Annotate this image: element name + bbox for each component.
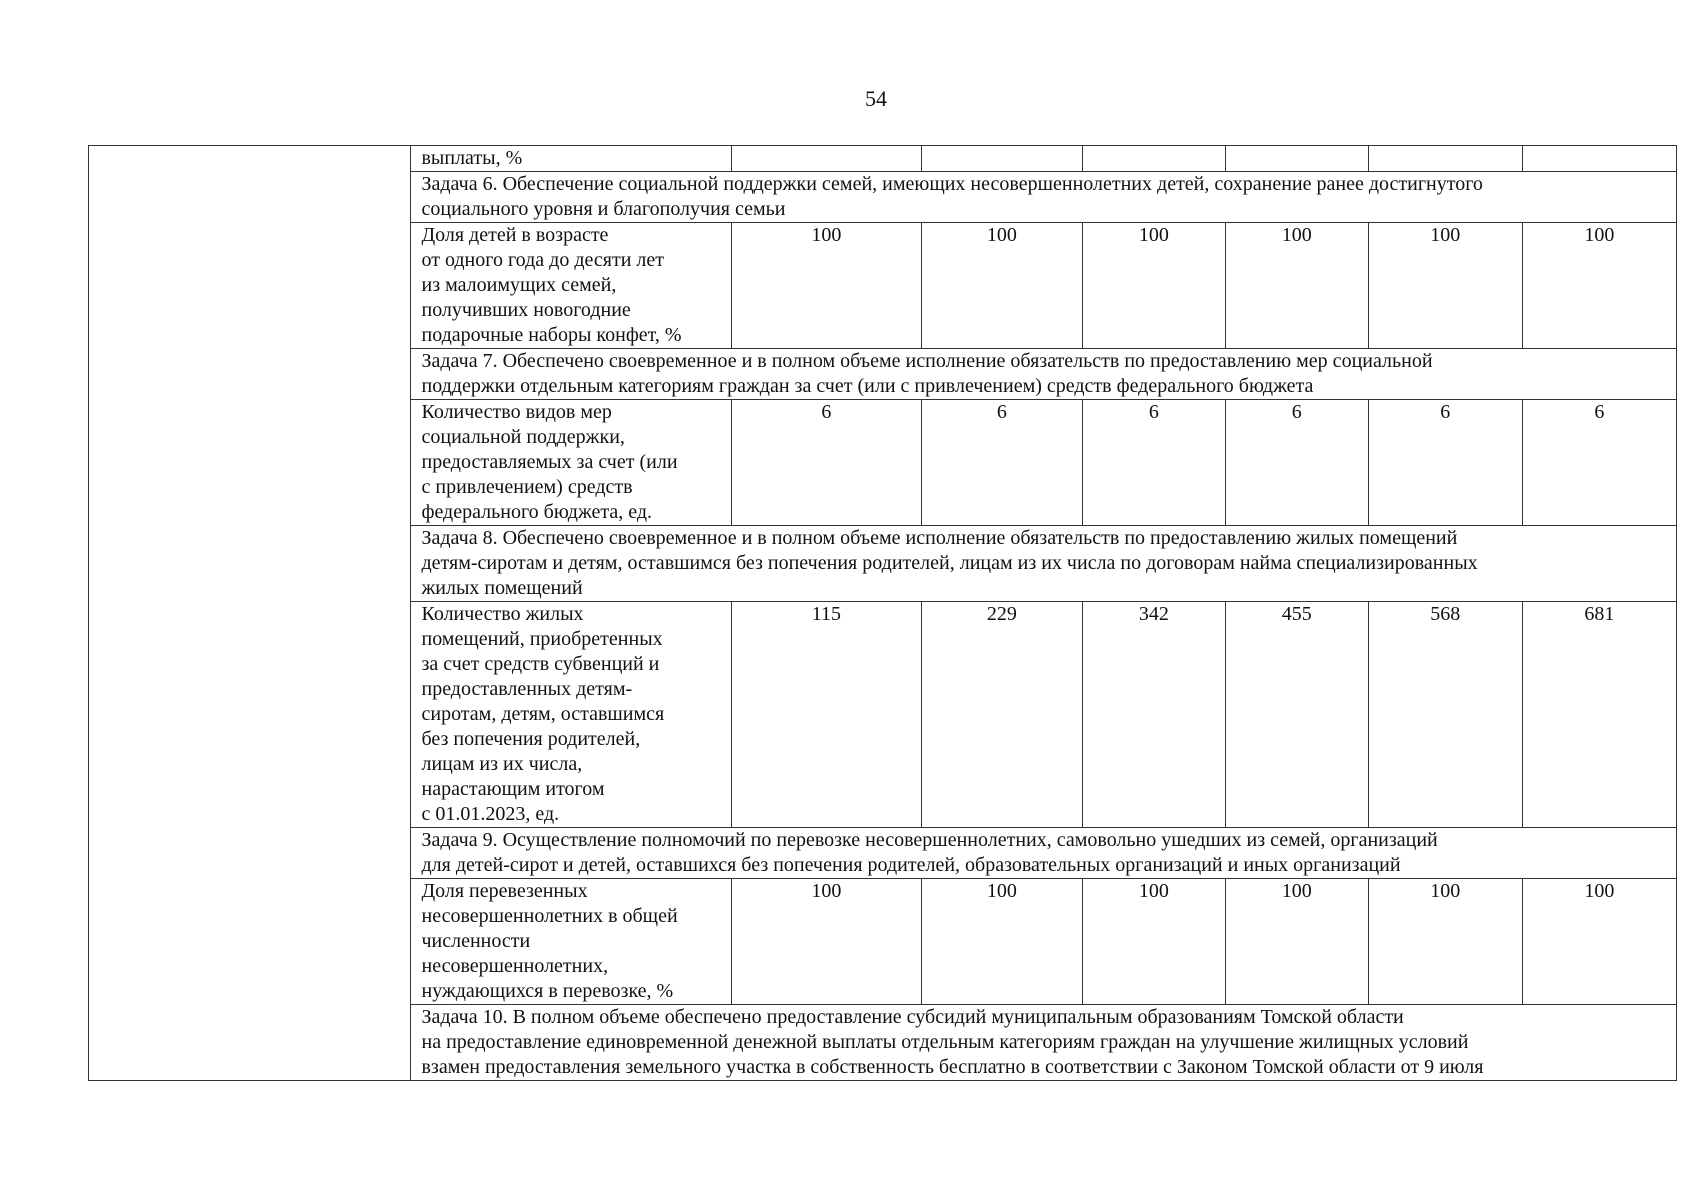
task-text-line: Задача 10. В полном объеме обеспечено предоставление субсидий муниципальным образованиям Томской области: [421, 1006, 1404, 1028]
program-name-cell: [89, 146, 411, 1081]
indicator-label-cell: [411, 602, 731, 828]
indicator-label-line: нарастающим итогом: [421, 778, 605, 800]
task-text-line: Задача 7. Обеспечено своевременное и в полном объеме исполнение обязательств по предоставлению мер социальной: [421, 350, 1433, 372]
indicator-value-cell: 100: [1225, 223, 1368, 349]
indicator-label-cell: [411, 879, 731, 1005]
task-cell: [411, 172, 1677, 223]
indicator-value-cell: 455: [1225, 602, 1368, 828]
indicator-label-line: Доля перевезенных: [421, 880, 588, 902]
task-cell: [411, 526, 1677, 602]
indicator-value-cell: 100: [1368, 223, 1522, 349]
indicator-label-line: помещений, приобретенных: [421, 628, 663, 650]
table-body: [89, 146, 1677, 1081]
indicator-label-cell: [411, 400, 731, 526]
task-cell: [411, 828, 1677, 879]
indicator-value-cell: 100: [1225, 879, 1368, 1005]
task-text-line: социального уровня и благополучия семьи: [421, 198, 786, 220]
indicator-label-line: нуждающихся в перевозке, %: [421, 980, 674, 1002]
indicator-label-line: предоставленных детям-: [421, 678, 633, 700]
indicator-label-line: численности: [421, 930, 531, 952]
task-text-line: поддержки отдельным категориям граждан за счет (или с привлечением) средств федерального бюджета: [421, 375, 1314, 397]
indicator-value-cell: 6: [1522, 400, 1676, 526]
task-text-line: на предоставление единовременной денежной выплаты отдельным категориям граждан на улучшение жилищных условий: [421, 1031, 1469, 1053]
indicator-label-line: несовершеннолетних,: [421, 955, 609, 977]
indicator-value-cell: 100: [1082, 879, 1225, 1005]
indicator-value-cell: 229: [921, 602, 1082, 828]
indicator-value-cell: 100: [731, 223, 921, 349]
indicator-label-line: лицам из их числа,: [421, 753, 583, 775]
indicator-value-cell: 100: [1368, 879, 1522, 1005]
indicator-value-cell: 6: [1082, 400, 1225, 526]
indicator-value-cell: [1368, 146, 1522, 172]
indicator-value-cell: 100: [921, 879, 1082, 1005]
indicator-label-line: выплаты, %: [421, 147, 523, 169]
indicator-label-line: Количество жилых: [421, 603, 584, 625]
indicator-label-line: несовершеннолетних в общей: [421, 905, 678, 927]
indicator-label-line: с 01.01.2023, ед.: [421, 803, 560, 825]
indicator-label-line: предоставляемых за счет (или: [421, 451, 678, 473]
indicator-value-cell: 100: [1522, 879, 1676, 1005]
indicator-label-line: Количество видов мер: [421, 401, 612, 423]
task-text-line: Задача 8. Обеспечено своевременное и в полном объеме исполнение обязательств по предоставлению жилых помещений: [421, 527, 1458, 549]
task-text-line: детям-сиротам и детям, оставшимся без попечения родителей, лицам из их числа по договорам найма специализированных: [421, 552, 1478, 574]
task-text-line: взамен предоставления земельного участка в собственность бесплатно в соответствии с Законом Томской области от 9 июля: [421, 1056, 1484, 1078]
indicator-label-cell: [411, 146, 731, 172]
indicator-value-cell: [731, 146, 921, 172]
indicator-value-cell: 6: [1225, 400, 1368, 526]
indicator-value-cell: 6: [921, 400, 1082, 526]
indicator-label-line: получивших новогодние: [421, 299, 631, 321]
indicator-value-cell: [1225, 146, 1368, 172]
indicator-label-line: с привлечением) средств: [421, 476, 633, 498]
task-cell: [411, 1005, 1677, 1081]
indicator-label-line: Доля детей в возрасте: [421, 224, 609, 246]
indicator-value-cell: 342: [1082, 602, 1225, 828]
indicators-table: [88, 145, 1677, 1081]
indicator-value-cell: 568: [1368, 602, 1522, 828]
indicator-label-line: от одного года до десяти лет: [421, 249, 664, 271]
indicator-row: [89, 146, 1677, 172]
indicator-value-cell: 100: [731, 879, 921, 1005]
indicator-value-cell: 6: [731, 400, 921, 526]
indicator-label-line: федерального бюджета, ед.: [421, 501, 653, 523]
indicator-label-line: социальной поддержки,: [421, 426, 625, 448]
indicator-label-line: без попечения родителей,: [421, 728, 641, 750]
indicator-value-cell: 115: [731, 602, 921, 828]
indicator-label-line: за счет средств субвенций и: [421, 653, 660, 675]
indicator-label-line: из малоимущих семей,: [421, 274, 617, 296]
indicator-value-cell: 6: [1368, 400, 1522, 526]
indicator-value-cell: 100: [1082, 223, 1225, 349]
task-cell: [411, 349, 1677, 400]
indicator-value-cell: 100: [1522, 223, 1676, 349]
indicator-label-cell: [411, 223, 731, 349]
task-text-line: для детей-сирот и детей, оставшихся без попечения родителей, образовательных организаций и иных организаций: [421, 854, 1401, 876]
page-number: 54: [865, 86, 887, 111]
task-text-line: Задача 9. Осуществление полномочий по перевозке несовершеннолетних, самовольно ушедших из семей, организаций: [421, 829, 1438, 851]
indicator-value-cell: 681: [1522, 602, 1676, 828]
task-text-line: жилых помещений: [421, 577, 583, 599]
indicator-value-cell: 100: [921, 223, 1082, 349]
indicator-value-cell: [921, 146, 1082, 172]
task-text-line: Задача 6. Обеспечение социальной поддержки семей, имеющих несовершеннолетних детей, сохранение ранее достигнутого: [421, 173, 1483, 195]
indicator-value-cell: [1082, 146, 1225, 172]
indicator-label-line: подарочные наборы конфет, %: [421, 324, 682, 346]
indicator-label-line: сиротам, детям, оставшимся: [421, 703, 665, 725]
indicator-value-cell: [1522, 146, 1676, 172]
